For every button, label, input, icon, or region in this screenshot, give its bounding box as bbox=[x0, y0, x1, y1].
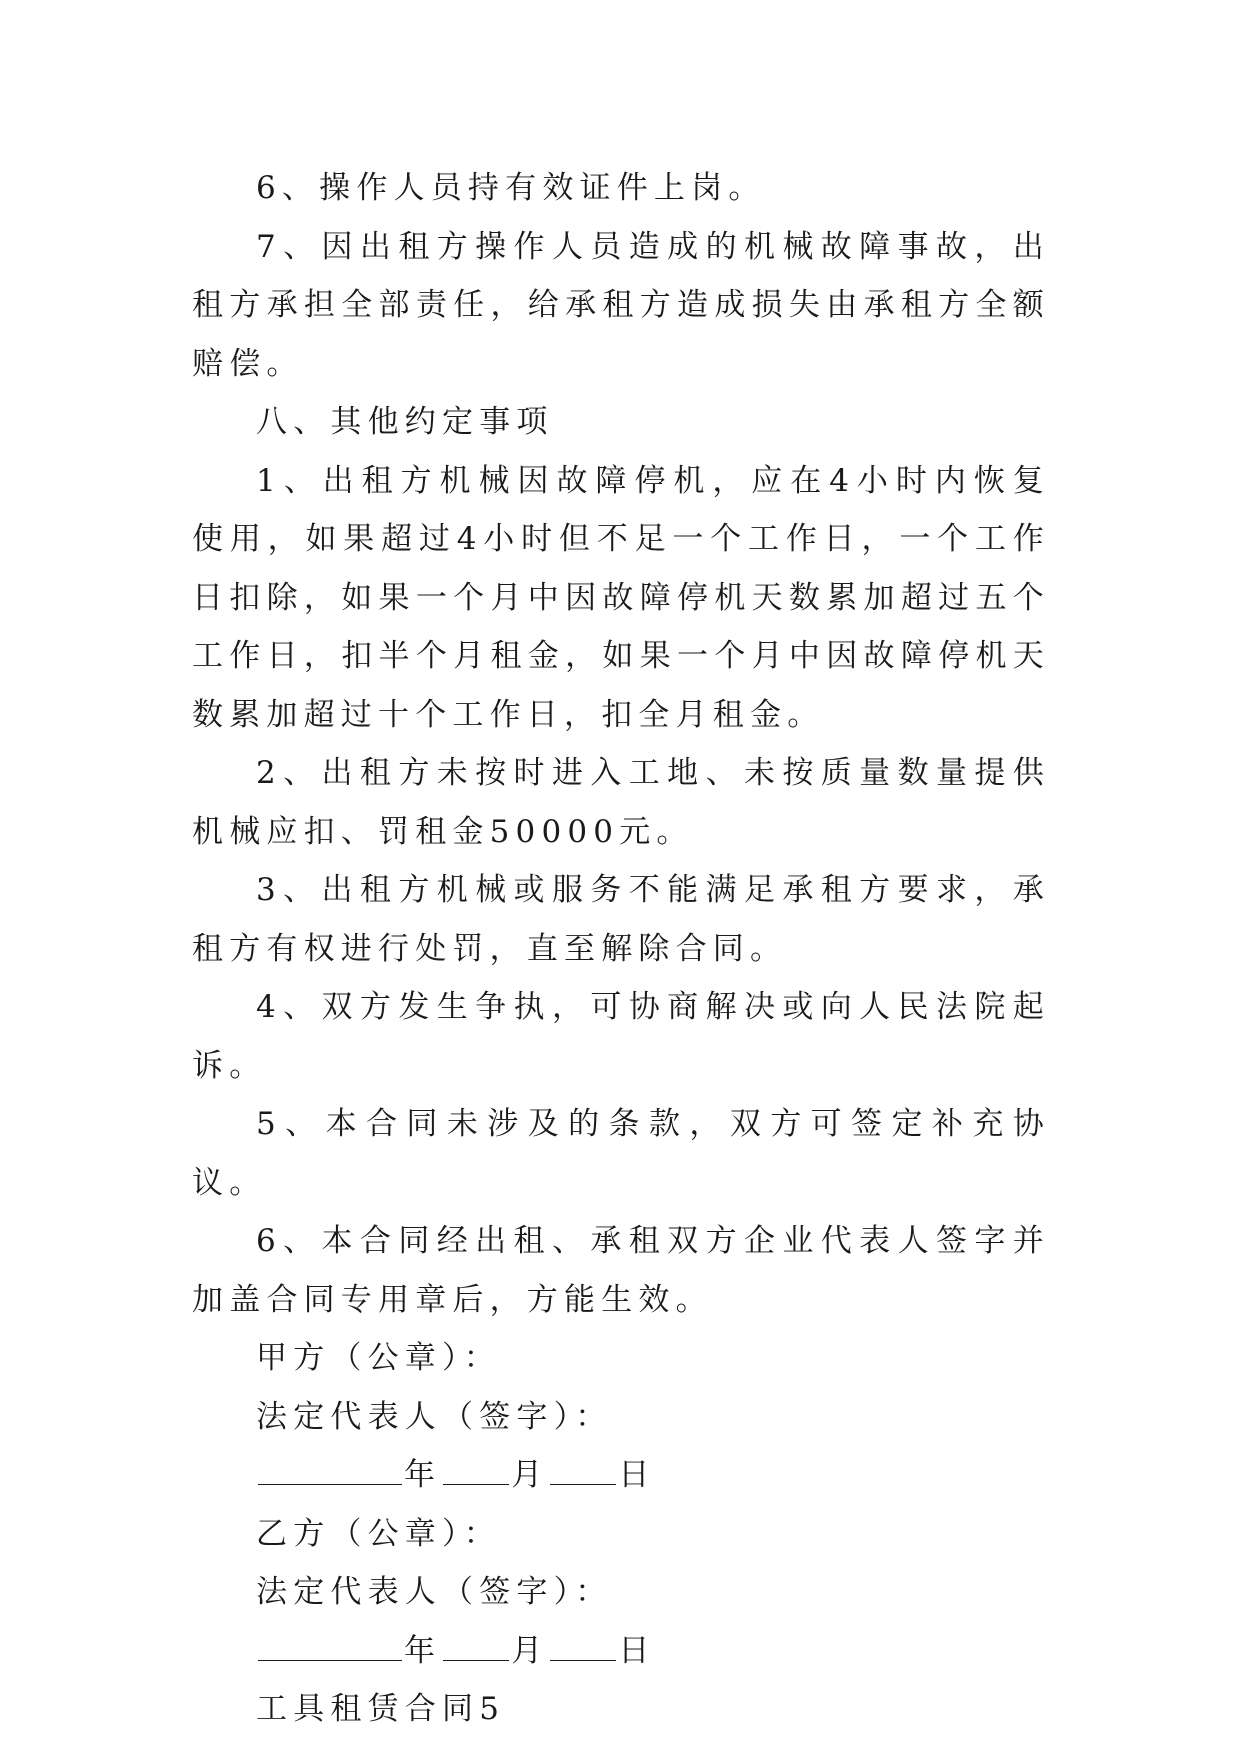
clause-8-2: 2、出租方未按时进入工地、未按质量数量提供机械应扣、罚租金50000元。 bbox=[192, 755, 1050, 850]
document-body bbox=[192, 159, 1050, 1739]
clause-8-5: 5、本合同未涉及的条款，双方可签定补充协议。 bbox=[192, 1106, 1050, 1201]
day-blank bbox=[550, 1450, 616, 1485]
clause-8-3: 3、出租方机械或服务不能满足承租方要求，承租方有权进行处罚，直至解除合同。 bbox=[192, 872, 1050, 967]
clause-7-6: 6、操作人员持有效证件上岗。 bbox=[256, 170, 766, 206]
year-label: 年 bbox=[404, 1632, 442, 1669]
day-label: 日 bbox=[618, 1632, 656, 1669]
next-contract-title: 工具租赁合同5 bbox=[256, 1691, 506, 1727]
clause-8-6: 6、本合同经出租、承租双方企业代表人签字并加盖合同专用章后，方能生效。 bbox=[192, 1223, 1050, 1318]
party-a-rep-label: 法定代表人（签字）： bbox=[256, 1398, 613, 1435]
party-a-date-line bbox=[192, 1446, 1050, 1505]
month-blank bbox=[443, 1626, 509, 1661]
year-blank bbox=[258, 1626, 402, 1661]
day-blank bbox=[550, 1626, 616, 1661]
clause-8-1: 1、出租方机械因故障停机，应在4小时内恢复使用，如果超过4小时但不足一个工作日，一个工作日扣除，如果一个月中因故障停机天数累加超过五个工作日，扣半个月租金，如果一个月中因故障停机天数累加超过十个工作日，扣全月租金。 bbox=[192, 462, 1050, 733]
party-b-date-line bbox=[192, 1622, 1050, 1681]
clause-8-4: 4、双方发生争执，可协商解决或向人民法院起诉。 bbox=[192, 989, 1050, 1084]
month-label: 月 bbox=[511, 1457, 549, 1493]
day-label: 日 bbox=[618, 1457, 656, 1493]
party-b-rep-label: 法定代表人（签字）： bbox=[256, 1574, 613, 1610]
party-a-seal-label: 甲方（公章）： bbox=[256, 1340, 501, 1376]
section-heading-8: 八、其他约定事项 bbox=[256, 404, 554, 440]
party-b-seal-label: 乙方（公章）： bbox=[256, 1515, 501, 1552]
month-blank bbox=[443, 1450, 509, 1485]
clause-7-7: 7、因出租方操作人员造成的机械故障事故，出租方承担全部责任，给承租方造成损失由承租方全额赔偿。 bbox=[192, 228, 1050, 382]
year-blank bbox=[258, 1450, 402, 1485]
year-label: 年 bbox=[404, 1457, 442, 1493]
month-label: 月 bbox=[511, 1632, 549, 1669]
